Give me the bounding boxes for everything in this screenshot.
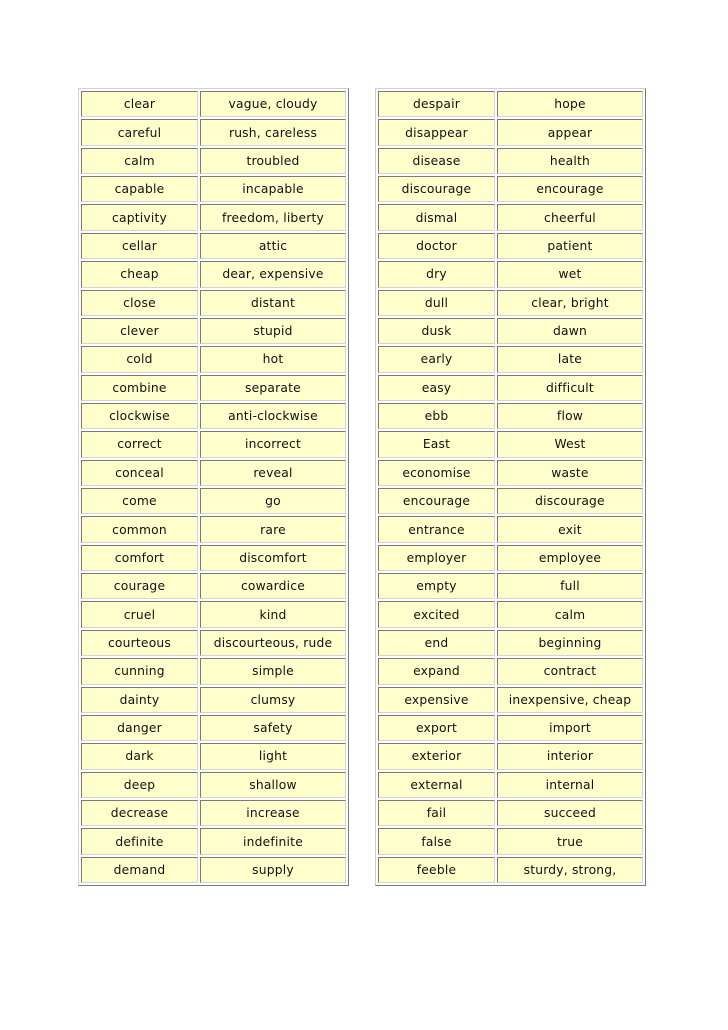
antonym-cell: go — [200, 488, 346, 514]
antonym-cell: dawn — [497, 318, 643, 344]
word-cell: deep — [81, 772, 198, 798]
table-row — [378, 176, 643, 202]
table-row — [378, 658, 643, 684]
table-row — [378, 431, 643, 457]
table-row — [81, 715, 346, 741]
table-row — [378, 772, 643, 798]
table-row — [378, 460, 643, 486]
word-cell: external — [378, 772, 495, 798]
table-row — [378, 743, 643, 769]
antonym-cell: flow — [497, 403, 643, 429]
word-cell: expand — [378, 658, 495, 684]
antonym-cell: hot — [200, 346, 346, 372]
antonym-cell: import — [497, 715, 643, 741]
antonym-cell: calm — [497, 601, 643, 627]
antonym-cell: attic — [200, 233, 346, 259]
word-cell: courteous — [81, 630, 198, 656]
antonym-cell: full — [497, 573, 643, 599]
word-cell: discourage — [378, 176, 495, 202]
word-cell: come — [81, 488, 198, 514]
table-row — [378, 346, 643, 372]
word-cell: danger — [81, 715, 198, 741]
word-cell: despair — [378, 91, 495, 117]
antonym-cell: encourage — [497, 176, 643, 202]
antonym-cell: rare — [200, 516, 346, 542]
antonym-cell: clear, bright — [497, 290, 643, 316]
table-row — [81, 204, 346, 230]
table-row — [81, 516, 346, 542]
table-row — [81, 545, 346, 571]
antonym-cell: anti-clockwise — [200, 403, 346, 429]
word-cell: courage — [81, 573, 198, 599]
word-cell: dry — [378, 261, 495, 287]
word-cell: easy — [378, 375, 495, 401]
word-cell: empty — [378, 573, 495, 599]
antonyms-table-right — [375, 88, 646, 886]
table-row — [81, 318, 346, 344]
table-row — [81, 857, 346, 883]
table-row — [81, 658, 346, 684]
antonym-cell: safety — [200, 715, 346, 741]
table-row — [81, 261, 346, 287]
word-cell: common — [81, 516, 198, 542]
table-row — [81, 488, 346, 514]
table-row — [378, 715, 643, 741]
word-cell: end — [378, 630, 495, 656]
table-row — [81, 573, 346, 599]
table-row — [81, 743, 346, 769]
word-cell: disease — [378, 148, 495, 174]
antonym-cell: kind — [200, 601, 346, 627]
word-cell: combine — [81, 375, 198, 401]
table-row — [378, 516, 643, 542]
word-cell: false — [378, 828, 495, 854]
table-body — [378, 91, 643, 883]
word-cell: conceal — [81, 460, 198, 486]
antonym-cell: light — [200, 743, 346, 769]
antonyms-table-left — [78, 88, 349, 886]
antonym-cell: inexpensive, cheap — [497, 687, 643, 713]
antonym-cell: contract — [497, 658, 643, 684]
table-row — [378, 545, 643, 571]
antonym-cell: reveal — [200, 460, 346, 486]
word-cell: early — [378, 346, 495, 372]
table-row — [378, 800, 643, 826]
word-cell: fail — [378, 800, 495, 826]
word-cell: export — [378, 715, 495, 741]
word-cell: feeble — [378, 857, 495, 883]
word-cell: clear — [81, 91, 198, 117]
antonym-cell: stupid — [200, 318, 346, 344]
table-row — [378, 601, 643, 627]
word-cell: doctor — [378, 233, 495, 259]
antonym-cell: rush, careless — [200, 119, 346, 145]
word-cell: entrance — [378, 516, 495, 542]
antonym-cell: shallow — [200, 772, 346, 798]
table-row — [81, 91, 346, 117]
antonym-cell: freedom, liberty — [200, 204, 346, 230]
table-row — [81, 460, 346, 486]
table-row — [81, 346, 346, 372]
word-cell: captivity — [81, 204, 198, 230]
antonym-cell: clumsy — [200, 687, 346, 713]
table-row — [81, 375, 346, 401]
antonym-cell: discourage — [497, 488, 643, 514]
word-cell: dusk — [378, 318, 495, 344]
word-cell: correct — [81, 431, 198, 457]
antonym-cell: hope — [497, 91, 643, 117]
table-row — [378, 290, 643, 316]
word-cell: expensive — [378, 687, 495, 713]
antonym-cell: cheerful — [497, 204, 643, 230]
word-cell: dainty — [81, 687, 198, 713]
word-cell: capable — [81, 176, 198, 202]
word-cell: excited — [378, 601, 495, 627]
table-row — [81, 119, 346, 145]
word-cell: encourage — [378, 488, 495, 514]
antonym-cell: dear, expensive — [200, 261, 346, 287]
antonym-cell: separate — [200, 375, 346, 401]
table-row — [378, 261, 643, 287]
table-row — [378, 119, 643, 145]
word-cell: close — [81, 290, 198, 316]
table-row — [378, 488, 643, 514]
antonym-cell: distant — [200, 290, 346, 316]
word-cell: careful — [81, 119, 198, 145]
word-cell: calm — [81, 148, 198, 174]
word-cell: decrease — [81, 800, 198, 826]
antonym-cell: true — [497, 828, 643, 854]
word-cell: dark — [81, 743, 198, 769]
word-cell: comfort — [81, 545, 198, 571]
table-row — [81, 403, 346, 429]
antonym-cell: sturdy, strong, — [497, 857, 643, 883]
table-row — [81, 687, 346, 713]
table-row — [378, 828, 643, 854]
antonym-cell: vague, cloudy — [200, 91, 346, 117]
antonym-cell: interior — [497, 743, 643, 769]
table-row — [378, 403, 643, 429]
table-row — [378, 148, 643, 174]
table-row — [81, 431, 346, 457]
table-row — [81, 176, 346, 202]
word-cell: cold — [81, 346, 198, 372]
word-cell: economise — [378, 460, 495, 486]
table-row — [81, 828, 346, 854]
word-cell: cheap — [81, 261, 198, 287]
word-cell: East — [378, 431, 495, 457]
antonym-cell: simple — [200, 658, 346, 684]
word-cell: cunning — [81, 658, 198, 684]
antonym-cell: incapable — [200, 176, 346, 202]
word-cell: clockwise — [81, 403, 198, 429]
antonym-cell: increase — [200, 800, 346, 826]
antonym-cell: employee — [497, 545, 643, 571]
table-row — [378, 204, 643, 230]
table-row — [378, 857, 643, 883]
word-cell: demand — [81, 857, 198, 883]
table-row — [378, 375, 643, 401]
antonym-cell: internal — [497, 772, 643, 798]
antonym-cell: succeed — [497, 800, 643, 826]
antonym-cell: exit — [497, 516, 643, 542]
word-cell: ebb — [378, 403, 495, 429]
table-row — [81, 148, 346, 174]
word-cell: dull — [378, 290, 495, 316]
word-cell: disappear — [378, 119, 495, 145]
table-row — [81, 630, 346, 656]
antonym-cell: appear — [497, 119, 643, 145]
antonym-cell: difficult — [497, 375, 643, 401]
word-cell: dismal — [378, 204, 495, 230]
word-cell: employer — [378, 545, 495, 571]
antonym-cell: incorrect — [200, 431, 346, 457]
word-cell: definite — [81, 828, 198, 854]
table-row — [81, 601, 346, 627]
table-row — [378, 573, 643, 599]
table-row — [378, 630, 643, 656]
antonym-cell: West — [497, 431, 643, 457]
table-body — [81, 91, 346, 883]
table-row — [378, 687, 643, 713]
antonym-cell: supply — [200, 857, 346, 883]
word-cell: clever — [81, 318, 198, 344]
antonym-cell: late — [497, 346, 643, 372]
antonym-cell: patient — [497, 233, 643, 259]
antonym-cell: indefinite — [200, 828, 346, 854]
antonym-cell: troubled — [200, 148, 346, 174]
table-row — [378, 91, 643, 117]
word-cell: cruel — [81, 601, 198, 627]
antonym-cell: waste — [497, 460, 643, 486]
antonym-cell: beginning — [497, 630, 643, 656]
table-row — [81, 800, 346, 826]
table-row — [378, 318, 643, 344]
table-row — [378, 233, 643, 259]
table-row — [81, 233, 346, 259]
word-cell: exterior — [378, 743, 495, 769]
antonym-cell: cowardice — [200, 573, 346, 599]
word-cell: cellar — [81, 233, 198, 259]
antonym-cell: health — [497, 148, 643, 174]
antonym-cell: discourteous, rude — [200, 630, 346, 656]
antonym-cell: discomfort — [200, 545, 346, 571]
table-row — [81, 772, 346, 798]
table-row — [81, 290, 346, 316]
antonym-cell: wet — [497, 261, 643, 287]
